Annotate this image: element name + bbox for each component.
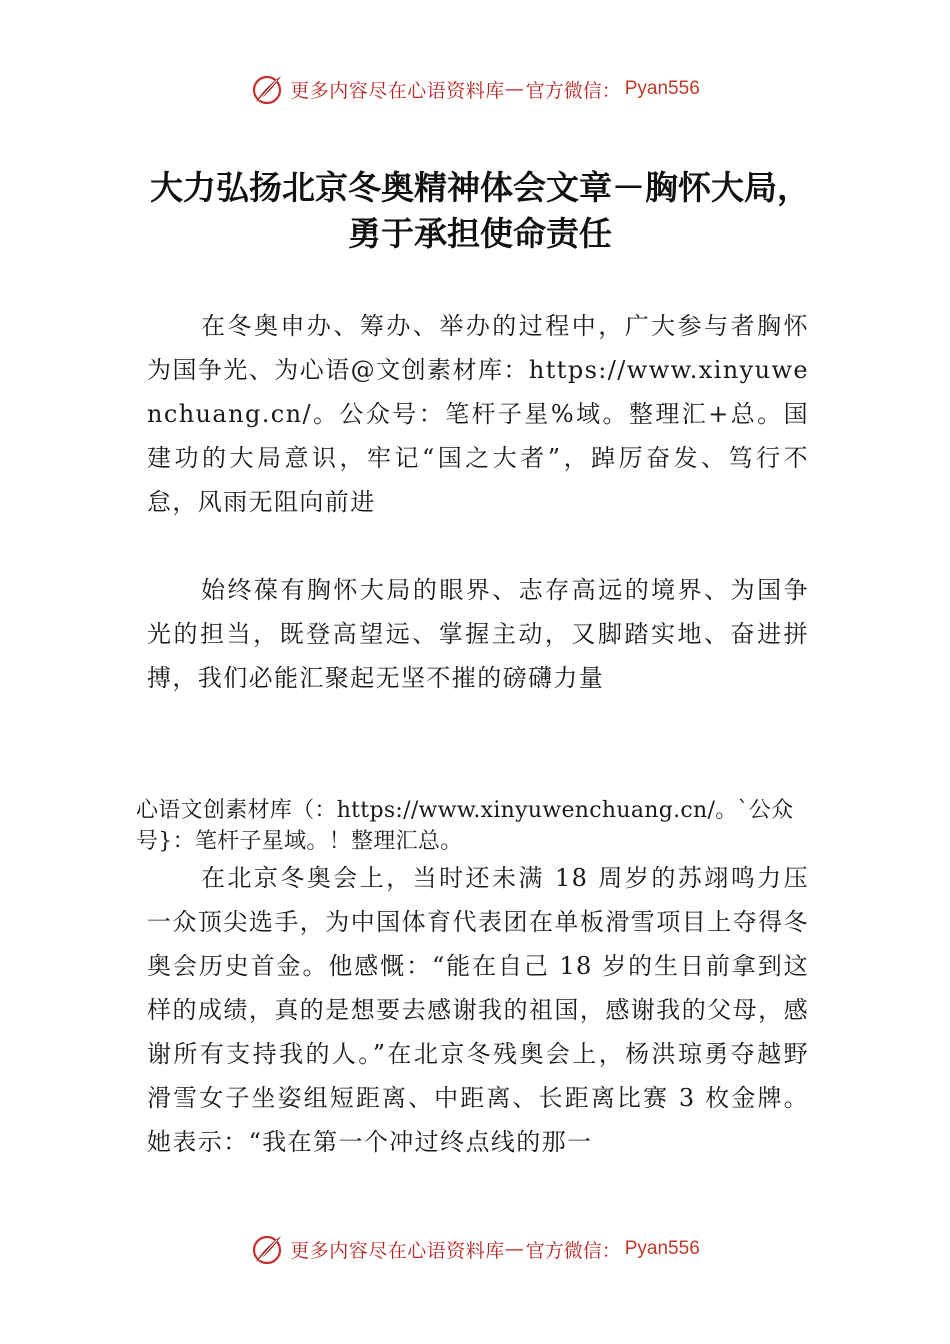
banner-wechat-id: Pyan556: [624, 1238, 700, 1259]
paragraph-2: 始终葆有胸怀大局的眼界、志存高远的境界、为国争光的担当，既登高望远、掌握主动，又脚踏实地、奋进拼搏，我们必能汇聚起无坚不摧的磅礴力量: [147, 576, 809, 692]
paragraph-3: 在北京冬奥会上，当时还未满 18 周岁的苏翊鸣力压一众顶尖选手，为中国体育代表团在单板滑雪项目上夺得冬奥会历史首金。他感慨：“能在自己 18 岁的生日前拿到这样的成绩，真的是想要去感谢我的祖国，感谢我的父母，感谢所有支持我的人。”在北京冬残奥会上，杨洪琼勇夺越野滑雪女子坐姿组短距离、中距离、长距离比赛 3 枚金牌。她表示：“我在第一个冲过终点线的那一: [147, 864, 809, 1156]
feather-logo-icon: [250, 72, 284, 106]
banner-text: 更多内容尽在心语资料库: [290, 1239, 505, 1262]
document-title: 大力弘扬北京冬奥精神体会文章－胸怀大局，勇于承担使命责任: [150, 168, 810, 253]
banner-separator: —: [504, 1238, 524, 1260]
watermark-note: 心语文创素材库（：https://www.xinyuwenchuang.cn/。`公众号}：笔杆子星域。！整理汇总。: [136, 798, 794, 854]
banner-wechat-label: 官方微信：: [525, 1239, 621, 1262]
footer-banner: [0, 1232, 950, 1266]
paragraph-1: 在冬奥申办、筹办、举办的过程中，广大参与者胸怀为国争光、为心语@文创素材库：https://www.xinyuwenchuang.cn/。公众号：笔杆子星%域。整理汇+总。国建功的大局意识，牢记“国之大者”，踔厉奋发、笃行不怠，风雨无阻向前进: [147, 312, 809, 516]
header-banner: [0, 72, 950, 106]
banner-wechat-label: 官方微信：: [525, 79, 621, 102]
feather-logo-icon: [250, 1232, 284, 1266]
banner-separator: —: [504, 78, 524, 100]
banner-wechat-id: Pyan556: [624, 78, 700, 99]
banner-text: 更多内容尽在心语资料库: [290, 79, 505, 102]
